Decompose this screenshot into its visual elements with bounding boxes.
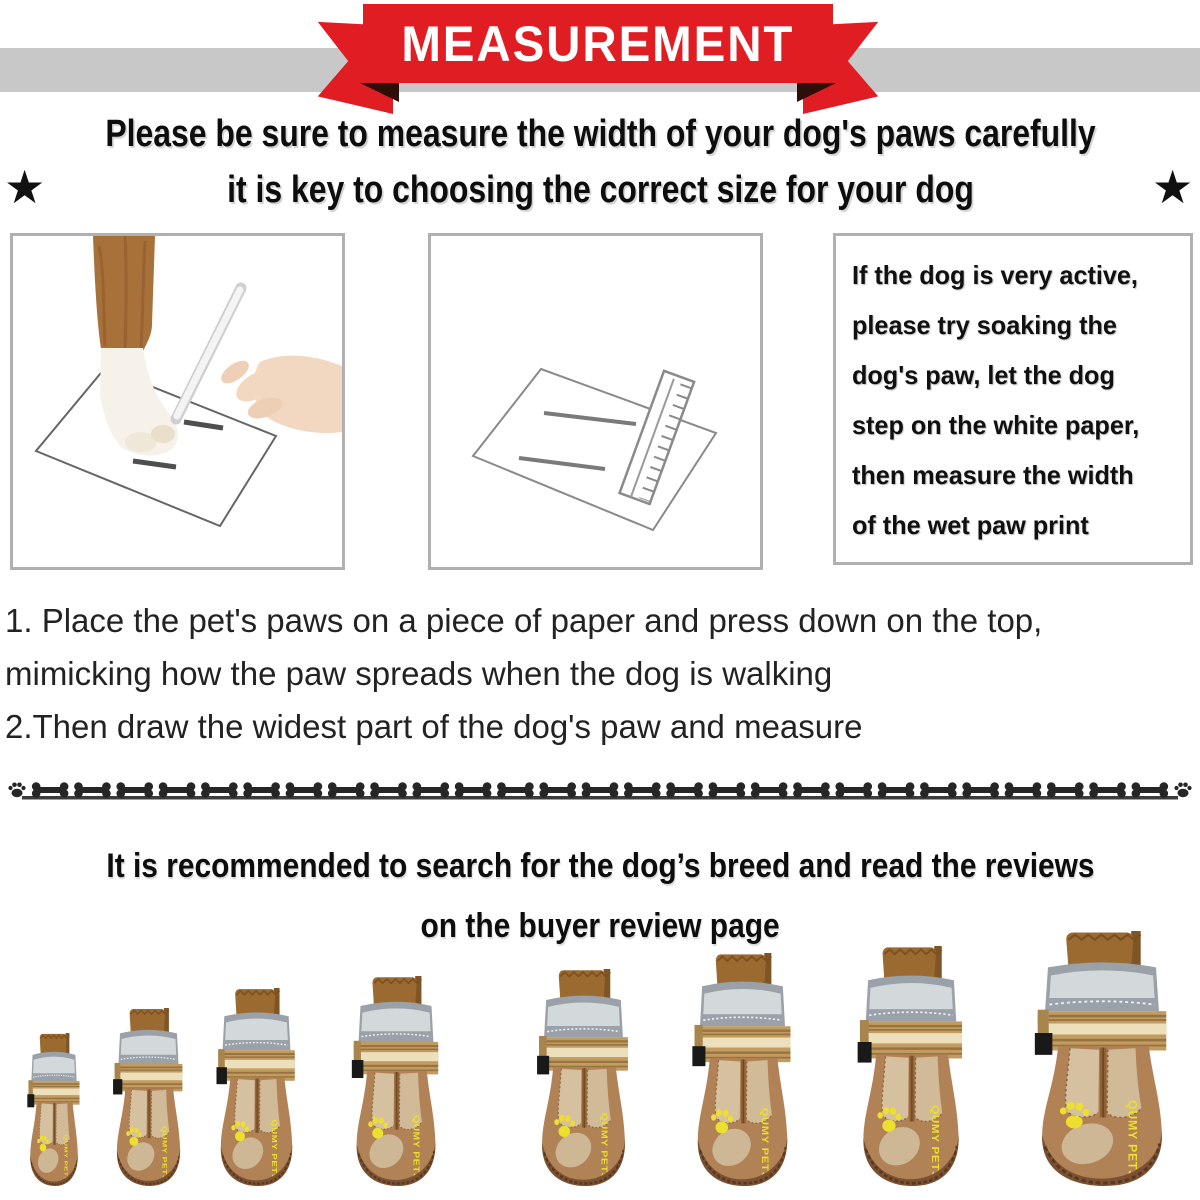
paw-tracing-panel xyxy=(10,233,345,570)
recommendation-line-1: It is recommended to search for the dog’s breed and read the reviews xyxy=(105,847,1095,885)
dog-boot-size-6 xyxy=(688,953,797,1186)
strap-stripe xyxy=(114,1073,182,1081)
instructions xyxy=(5,594,1200,753)
page-heading xyxy=(0,106,1200,218)
reflective-highlight xyxy=(361,1008,430,1031)
bone-icon xyxy=(835,782,872,798)
bone-icon xyxy=(1047,782,1084,798)
bone-icon xyxy=(201,782,238,798)
heading-line-1: Please be sure to measure the width of your dog's paws carefully xyxy=(104,113,1096,155)
bone-divider-strip xyxy=(8,782,1192,804)
instruction-step1-line1: 1. Place the pet's paws on a piece of paper and press down on the top, xyxy=(5,602,1043,639)
paw-icon xyxy=(234,1131,244,1141)
brand-label: QUMY PETS xyxy=(160,1125,168,1182)
bone-icon xyxy=(1005,782,1042,798)
brand-label: QUMY PETS xyxy=(62,1134,69,1182)
bone-divider xyxy=(8,782,1192,804)
reflective-highlight xyxy=(703,989,781,1014)
bone-icon xyxy=(74,782,111,798)
bone-icon xyxy=(497,782,534,798)
bone-icon xyxy=(666,782,703,798)
note-line: please try soaking the xyxy=(852,310,1117,340)
dog-boot-size-5 xyxy=(533,969,634,1186)
reflective-highlight xyxy=(1049,970,1154,998)
strap-buckle xyxy=(27,1094,34,1107)
paw-icon xyxy=(40,1144,47,1152)
strap-stripe xyxy=(860,1033,962,1043)
brand-label: QUMY PETS xyxy=(758,1107,769,1180)
ruler-illustration xyxy=(431,236,760,567)
reflective-highlight xyxy=(33,1057,75,1074)
strap-stripe xyxy=(218,1060,295,1068)
brand-label: QUMY PETS xyxy=(929,1105,941,1180)
dog-boot-size-7 xyxy=(853,946,969,1186)
note-line: step on the white paper, xyxy=(852,410,1140,440)
bone-icon xyxy=(455,782,492,798)
brand-label: QUMY PETS xyxy=(1125,1100,1140,1180)
bone-icon xyxy=(709,782,746,798)
instruction-step1-line2: mimicking how the paw spreads when the dog is walking xyxy=(5,655,833,692)
strap-stripe xyxy=(28,1089,79,1096)
reflective-highlight xyxy=(547,1002,620,1026)
strap-buckle xyxy=(537,1056,549,1075)
instruction-step2: 2.Then draw the widest part of the dog's paw and measure xyxy=(5,708,863,745)
bone-icon xyxy=(539,782,576,798)
strap-stripe xyxy=(694,1038,790,1048)
hand xyxy=(254,356,342,433)
bone-icon xyxy=(962,782,999,798)
reflective-highlight xyxy=(225,1019,288,1040)
note-line: If the dog is very active, xyxy=(852,260,1138,290)
bone-icon xyxy=(32,782,69,798)
strap-buckle xyxy=(1035,1033,1053,1055)
bone-icon xyxy=(370,782,407,798)
strap-buckle xyxy=(352,1060,364,1078)
bone-icon xyxy=(624,782,661,798)
bone-icon xyxy=(1089,782,1126,798)
paw-icon xyxy=(715,1121,728,1133)
bone-icon xyxy=(328,782,365,798)
brand-label: QUMY PETS xyxy=(269,1119,279,1181)
measurement-ribbon xyxy=(363,4,833,83)
paw-toe xyxy=(151,425,175,443)
bone-icon xyxy=(413,782,450,798)
bone-icon xyxy=(286,782,323,798)
strap-buckle xyxy=(692,1046,705,1066)
active-dog-note-panel xyxy=(833,233,1193,565)
paw-icon xyxy=(129,1137,138,1146)
paw-icon xyxy=(882,1119,895,1131)
reflective-highlight xyxy=(120,1035,175,1054)
paw-icon xyxy=(372,1128,383,1139)
note-line: of the wet paw print xyxy=(852,510,1089,540)
bone-icon xyxy=(751,782,788,798)
paw-icon xyxy=(558,1126,570,1137)
star-icon: ★ xyxy=(4,161,46,213)
bone-icon xyxy=(920,782,957,798)
note-line: then measure the width xyxy=(852,460,1134,490)
bone-icon xyxy=(582,782,619,798)
paw-print-icon xyxy=(8,783,25,798)
heading-line-2: it is key to choosing the correct size for your dog xyxy=(226,169,974,211)
dog-boot-size-4 xyxy=(348,976,444,1186)
dog-boot-size-2 xyxy=(110,1008,187,1186)
brand-label: QUMY PETS xyxy=(411,1115,421,1181)
dog-boot-size-1 xyxy=(25,1033,83,1186)
strap-stripe xyxy=(539,1048,628,1057)
star-icon: ★ xyxy=(1152,161,1194,213)
divider-underline xyxy=(22,796,1178,800)
strap-stripe xyxy=(354,1052,438,1061)
bone-icon xyxy=(878,782,915,798)
bone-icon xyxy=(116,782,153,798)
brand-label: QUMY PETS xyxy=(598,1112,609,1181)
strap-buckle xyxy=(216,1067,226,1084)
paw-tracing-illustration xyxy=(13,236,342,567)
strap-stripe xyxy=(1038,1024,1166,1035)
reflective-highlight xyxy=(869,983,953,1009)
strap-buckle xyxy=(113,1079,122,1094)
pen xyxy=(177,290,240,416)
note-line: dog's paw, let the dog xyxy=(852,360,1115,390)
ribbon-title: MEASUREMENT xyxy=(401,15,795,72)
ruler-measure-panel xyxy=(428,233,763,570)
recommendation-line-2: on the buyer review page xyxy=(420,907,780,945)
bone-icon xyxy=(159,782,196,798)
dog-boot-size-8 xyxy=(1029,931,1175,1186)
paw-print-icon xyxy=(1174,783,1191,798)
bone-icon xyxy=(793,782,830,798)
paw-icon xyxy=(1066,1115,1083,1128)
strap-buckle xyxy=(858,1042,872,1063)
bone-icon xyxy=(243,782,280,798)
bone-icon xyxy=(1132,782,1169,798)
recommendation xyxy=(0,836,1200,956)
dog-boot-size-3 xyxy=(213,988,300,1186)
